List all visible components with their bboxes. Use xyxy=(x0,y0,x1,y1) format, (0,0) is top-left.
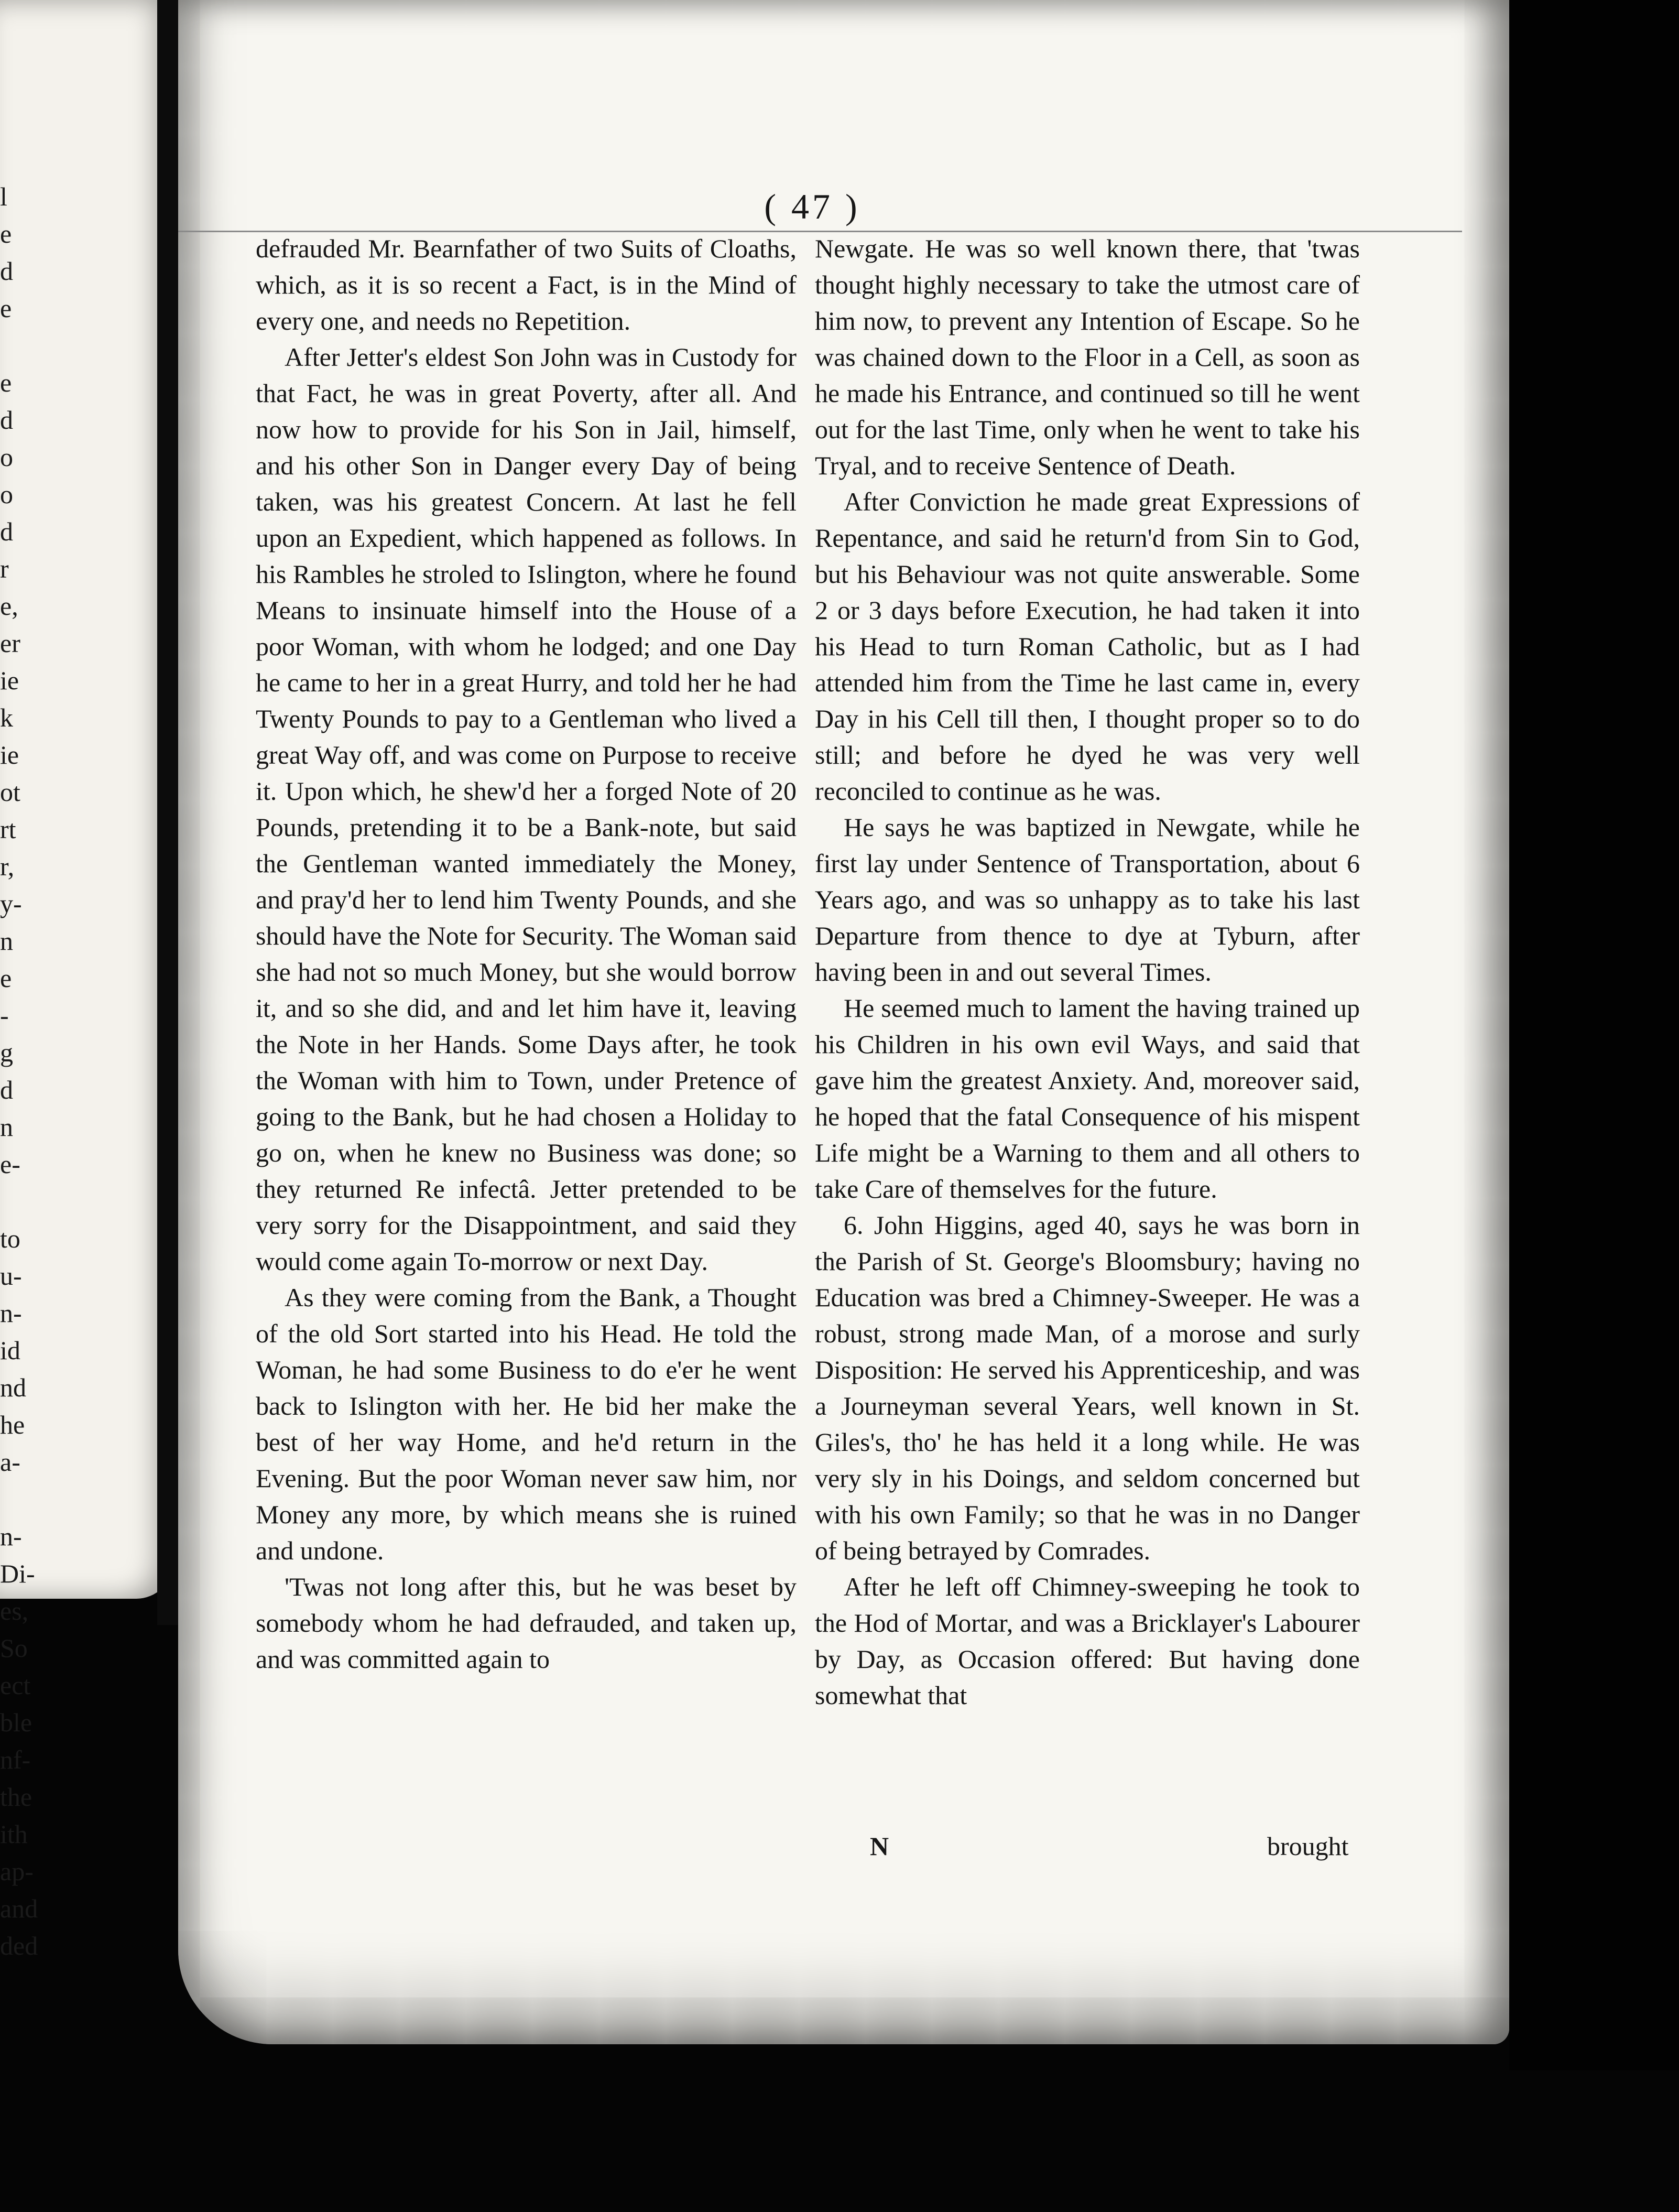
margin-fragment: n- xyxy=(0,1298,22,1328)
margin-fragment: ded xyxy=(0,1931,38,1960)
margin-fragment: the xyxy=(0,1782,32,1812)
catchword: brought xyxy=(1267,1831,1349,1861)
margin-fragment: nd xyxy=(0,1373,26,1402)
margin-fragment: ie xyxy=(0,666,19,695)
margin-fragment xyxy=(0,327,52,364)
paragraph: After Conviction he made great Expressions of Repentance, and said he return'd from Sin to God, but his Behaviour was not quite answerable. Some 2 or 3 days before Execution, he had taken it into his Head to turn Roman Catholic, but as I had attended him from the Time he last came in, every Day in his Cell till then, I thought proper so to do still; and before he dyed he was very well reconciled to continue as he was. xyxy=(815,487,1360,806)
margin-fragment xyxy=(0,1183,52,1220)
margin-fragment: ot xyxy=(0,777,20,807)
margin-fragment: d xyxy=(0,517,13,546)
margin-fragment: n- xyxy=(0,1522,22,1551)
margin-fragment: and xyxy=(0,1894,38,1923)
signature-mark: N xyxy=(870,1831,889,1861)
margin-fragment: e xyxy=(0,368,12,397)
margin-fragment: ie xyxy=(0,740,19,769)
right-column xyxy=(815,231,1360,1714)
margin-fragment: So xyxy=(0,1633,28,1663)
margin-fragment: n xyxy=(0,1112,13,1142)
margin-fragment: o xyxy=(0,442,13,472)
margin-fragment: n xyxy=(0,926,13,956)
paragraph: defrauded Mr. Bearnfather of two Suits of Cloaths, which, as it is so recent a Fact, is in the Mind of every one, and needs no Repetition. xyxy=(256,234,797,335)
margin-fragment: a- xyxy=(0,1447,20,1477)
margin-fragment: ble xyxy=(0,1708,32,1737)
paragraph: 'Twas not long after this, but he was beset by somebody whom he had defrauded, and taken up, and was committed again to xyxy=(256,1572,797,1674)
paragraph: As they were coming from the Bank, a Thought of the old Sort started into his Head. He told the Woman, he had some Business to do e'er he went back to Islington with her. He bid her make the best of her way Home, and he'd return in the Evening. But the poor Woman never saw him, nor Money any more, by which means she is ruined and undone. xyxy=(256,1283,797,1565)
margin-fragment: d xyxy=(0,1075,13,1104)
margin-fragment: r, xyxy=(0,852,15,881)
margin-fragment: d xyxy=(0,405,13,435)
paragraph: He seemed much to lament the having trained up his Children in his own evil Ways, and said that gave him the greatest Anxiety. And, moreover said, he hoped that the fatal Consequence of his mispent Life might be a Warning to them and all others to take Care of themselves for the future. xyxy=(815,993,1360,1203)
facing-page-edge xyxy=(0,0,173,1960)
margin-fragment: u- xyxy=(0,1261,22,1291)
margin-fragment: rt xyxy=(0,815,16,844)
margin-fragment: ap- xyxy=(0,1857,34,1886)
left-column xyxy=(256,231,797,1677)
margin-fragment: he xyxy=(0,1410,25,1439)
margin-fragment: Di- xyxy=(0,1559,35,1588)
margin-fragment: g xyxy=(0,1038,13,1067)
margin-fragment: ith xyxy=(0,1819,28,1849)
margin-fragment: l xyxy=(0,182,7,211)
page-number: ( 47 ) xyxy=(764,187,860,226)
paragraph: After he left off Chimney-sweeping he took to the Hod of Mortar, and was a Bricklayer's Labourer by Day, as Occasion offered: But having done somewhat that xyxy=(815,1572,1360,1710)
margin-fragment: to xyxy=(0,1224,20,1253)
margin-fragment: d xyxy=(0,256,13,286)
margin-fragment: o xyxy=(0,480,13,509)
margin-fragment: - xyxy=(0,1001,9,1030)
margin-fragment: e, xyxy=(0,591,18,621)
margin-fragment: e xyxy=(0,219,12,248)
margin-fragment xyxy=(0,1481,52,1518)
paragraph: He says he was baptized in Newgate, while he first lay under Sentence of Transportation, about 6 Years ago, and was so unhappy as to take his last Departure from thence to dye at Tyburn, after having been in and out several Times. xyxy=(815,812,1360,986)
margin-fragment: ect xyxy=(0,1671,31,1700)
margin-fragment: id xyxy=(0,1336,20,1365)
margin-fragment: e xyxy=(0,294,12,323)
margin-fragment: e- xyxy=(0,1150,20,1179)
margin-fragment: k xyxy=(0,703,13,732)
margin-fragment: y- xyxy=(0,889,22,918)
margin-fragment: nf- xyxy=(0,1745,31,1774)
margin-fragment: er xyxy=(0,628,20,658)
paragraph: After Jetter's eldest Son John was in Custody for that Fact, he was in great Poverty, after all. And now how to provide for his Son in Jail, himself, and his other Son in Danger every Day of being taken, was his greatest Concern. At last he fell upon an Expedient, which happened as follows. In his Rambles he stroled to Islington, where he found Means to insinuate himself into the House of a poor Woman, with whom he lodged; and one Day he came to her in a great Hurry, and told her he had Twenty Pounds to pay to a Gentleman who lived a great Way off, and was come on Purpose to receive it. Upon which, he shew'd her a forged Note of 20 Pounds, pretending it to be a Bank-note, but said the Gentleman wanted immediately the Money, and pray'd her to lend him Twenty Pounds, and she should have the Note for Security. The Woman said she had not so much Money, but she would borrow it, and so she did, and and let him have it, leaving the Note in her Hands. Some Days after, he took the Woman with him to Town, under Pretence of going to the Bank, but he had chosen a Holiday to go on, when he knew no Business was done; so they returned Re infectâ. Jetter pretended to be very sorry for the Disappointment, and said they would come again To-morrow or next Day. xyxy=(256,342,797,1276)
facing-page-margin-text xyxy=(0,178,52,1965)
margin-fragment: e xyxy=(0,963,12,993)
scan-background xyxy=(1509,0,1679,2070)
margin-fragment: es, xyxy=(0,1596,29,1625)
paragraph: Newgate. He was so well known there, that 'twas thought highly necessary to take the utmost care of him now, to prevent any Intention of Escape. So he was chained down to the Floor in a Cell, as soon as he made his Entrance, and continued so till he went out for the last Time, only when he went to take his Tryal, and to receive Sentence of Death. xyxy=(815,234,1360,480)
paragraph: 6. John Higgins, aged 40, says he was born in the Parish of St. George's Bloomsbury; having no Education was bred a Chimney-Sweeper. He was a robust, strong made Man, of a morose and surly Disposition: He served his Apprenticeship, and was a Journeyman several Years, well known in St. Giles's, tho' he has held it a long while. He was very sly in his Doings, and seldom concerned but with his own Family; so that he was in no Danger of being betrayed by Comrades. xyxy=(815,1210,1360,1565)
margin-fragment: r xyxy=(0,554,9,583)
